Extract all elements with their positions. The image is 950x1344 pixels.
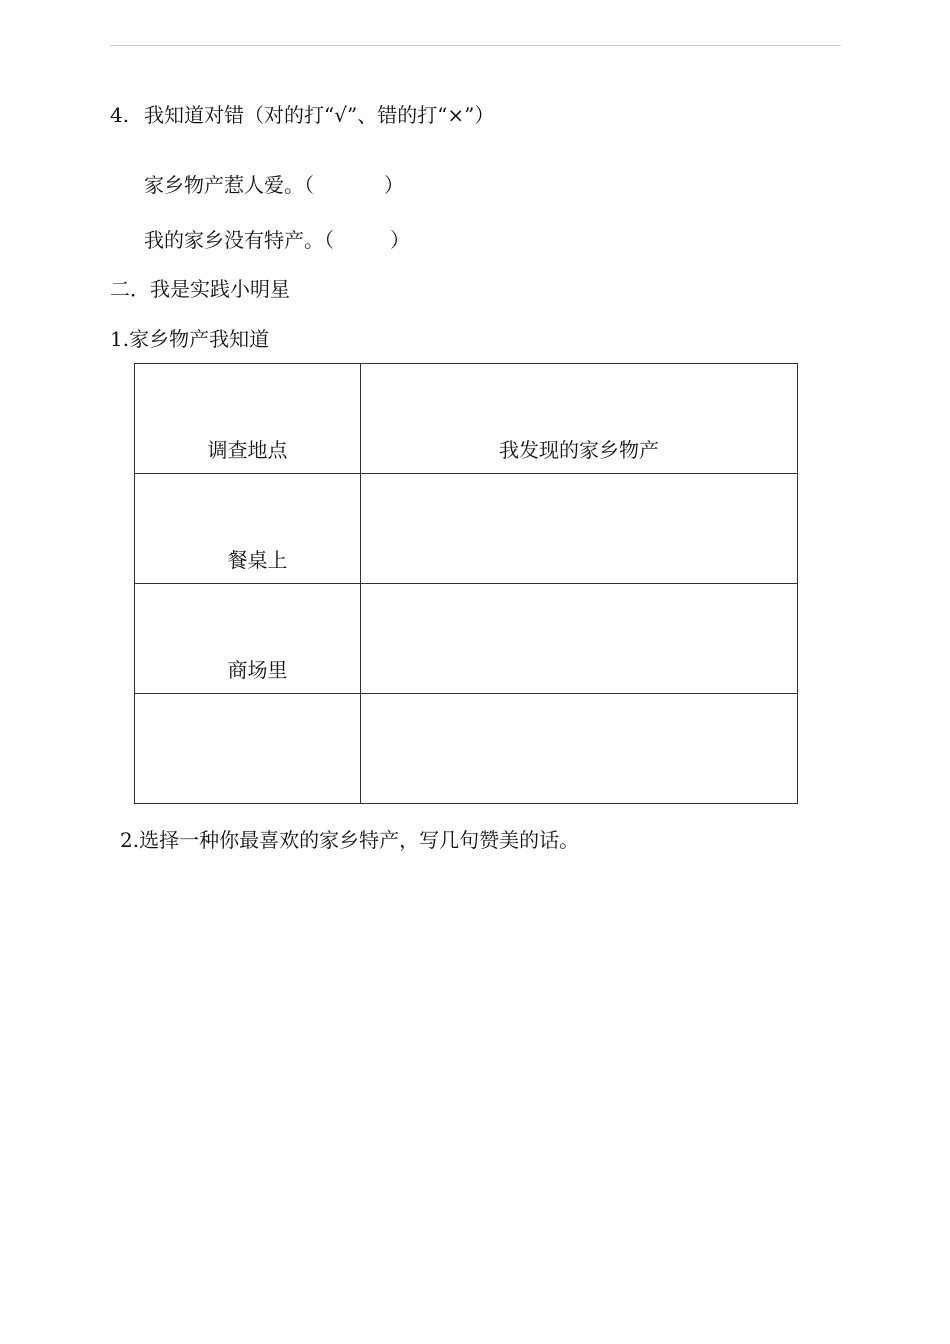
statement-close: ） — [390, 228, 410, 252]
statement-text: 我的家乡没有特产。（ — [144, 228, 334, 252]
question-number: 4. — [110, 103, 130, 127]
statement-text: 家乡物产惹人爱。（ — [144, 173, 314, 197]
question-text: 我知道对错（对的打“√”、错的打“×”） — [144, 103, 495, 127]
table-row — [135, 694, 798, 804]
header-products: 我发现的家乡物产 — [361, 364, 798, 474]
header-location: 调查地点 — [135, 364, 361, 474]
answer-cell[interactable] — [361, 584, 798, 694]
answer-cell[interactable] — [361, 694, 798, 804]
question-4-instruction — [110, 102, 494, 128]
statement-close: ） — [384, 173, 404, 197]
survey-table — [134, 363, 798, 804]
header-rule — [110, 45, 841, 46]
true-false-statement-2 — [144, 227, 410, 253]
location-cell: 商场里 — [135, 584, 361, 694]
location-cell: 餐桌上 — [135, 474, 361, 584]
location-cell[interactable] — [135, 694, 361, 804]
table-row — [135, 584, 798, 694]
section-2-title: 二．我是实践小明星 — [110, 277, 290, 301]
table-row — [135, 474, 798, 584]
answer-cell[interactable] — [361, 474, 798, 584]
part-2-title: 2.选择一种你最喜欢的家乡特产，写几句赞美的话。 — [120, 828, 580, 852]
true-false-statement-1 — [144, 172, 404, 198]
table-header-row — [135, 364, 798, 474]
part-1-title: 1.家乡物产我知道 — [110, 327, 270, 351]
